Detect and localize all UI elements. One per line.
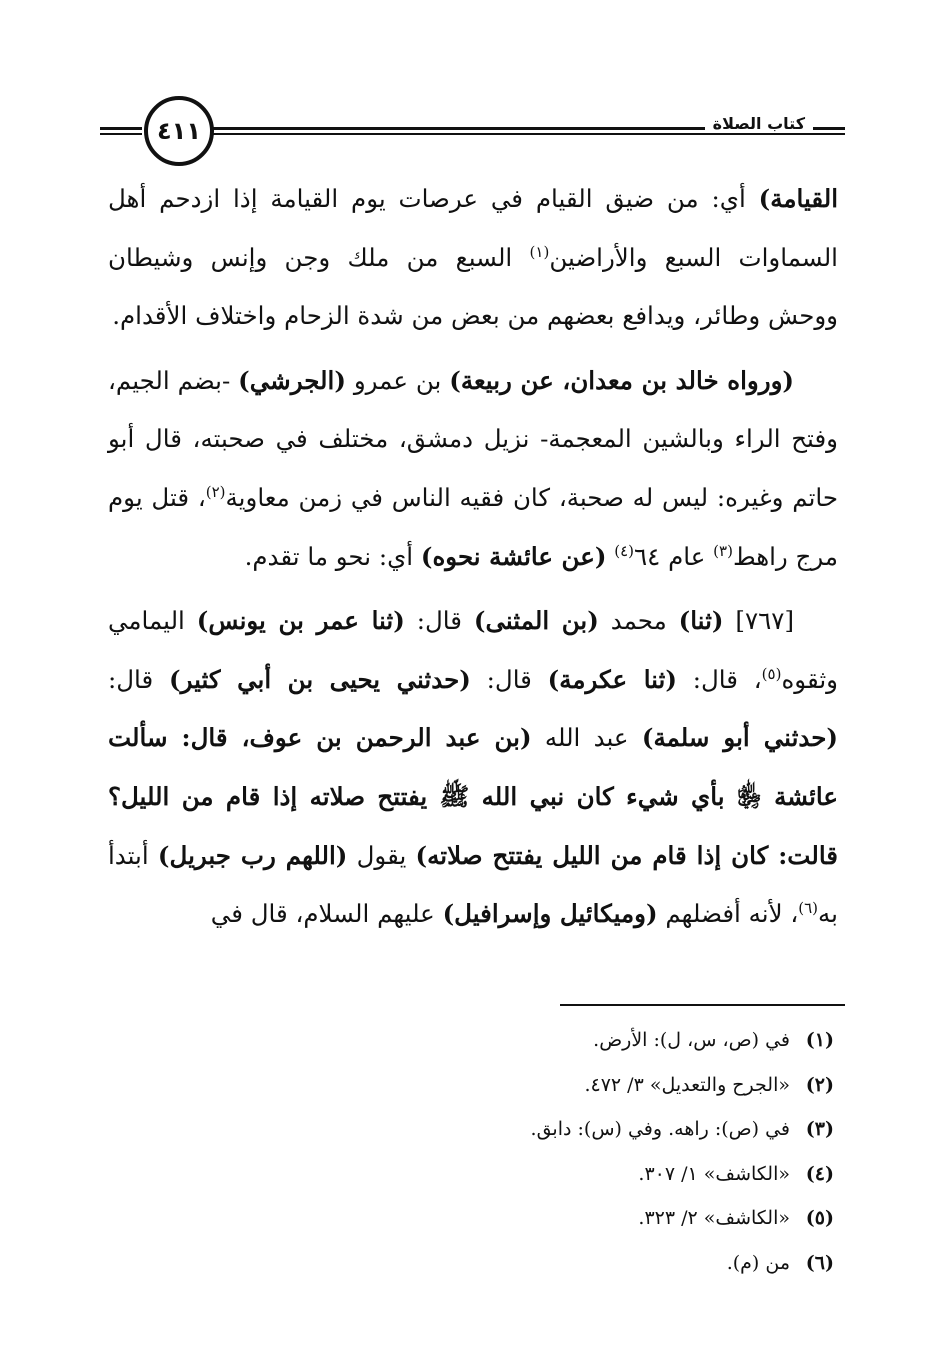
footnotes [334,1018,834,1285]
footnote-reference: (٥) [761,664,782,683]
text-run: ، لأنه أفضلهم [657,899,799,929]
bold-phrase: (عن عائشة نحوه) [420,541,607,571]
text-run: السبع من ملك وجن وإنس وشيطان ووحش وطائر، ويدافع بعضهم من بعض من شدة الزحام واختلاف الأقدام. [108,242,838,331]
main-text [108,170,838,950]
footnote [334,1152,834,1197]
footnote-reference: (٦) [798,898,819,917]
footnote-reference: (٢) [205,482,226,501]
text-run: عبد الله [531,723,642,753]
text-run: يقول [347,840,416,870]
text-run: قال: [108,664,170,694]
footnote-reference: (١) [529,242,550,261]
footnote-reference: (٣) [713,541,733,560]
bold-phrase: (ورواه خالد بن معدان، عن ربيعة) [449,365,794,395]
page-header [100,92,845,172]
footnote [334,1196,834,1241]
footnote-reference: (٤) [614,541,634,560]
footnote-text: «الكاشف» ٢/ ٣٢٣. [638,1207,790,1229]
paragraph [108,592,838,944]
bold-phrase: القيامة) [758,184,838,213]
text-run: أبتدأ به [108,840,838,929]
paragraph [108,170,838,346]
hadith-number: [٧٦٧] [723,606,795,636]
footnote-number: (٥) [805,1207,834,1229]
text-run: ، قتل يوم مرج راهط [108,482,838,571]
bold-phrase: (حدثني يحيى بن أبي كثير) [169,664,471,694]
text-run: أي: نحو ما تقدم. [244,541,421,571]
footnote-separator [560,1004,845,1006]
footnote [334,1063,834,1108]
bold-phrase: (حدثني أبو سلمة) [641,723,838,753]
bold-phrase: (بن المثنى) [473,606,599,636]
text-run: بن عمرو [345,365,450,395]
footnote [334,1107,834,1152]
text-run: قال: [470,664,548,694]
header-rule [210,133,845,135]
running-title: كتاب الصلاة [705,114,813,133]
text-run: -بضم الجيم، وفتح الراء وبالشين المعجمة- نزيل دمشق، مختلف في صحبته، قال أبو حاتم وغيره: ليس له صحبة، كان فقيه الناس في زمن معاوية [108,365,838,512]
text-run: عليهم السلام، قال في [210,899,443,929]
bold-phrase: (ثنا عكرمة) [547,664,677,694]
footnote-number: (٦) [805,1251,834,1274]
footnote-number: (٣) [805,1118,834,1140]
bold-phrase: (ثنا) [678,606,724,636]
footnote-text: من (م). [726,1251,790,1274]
bold-phrase: (بن عبد الرحمن بن عوف، قال: سألت عائشة ﵂ بأي شيء كان نبي الله ﷺ يفتتح صلاته إذا قام من الليل؟ قالت: كان إذا قام من الليل يفتتح صلاته) [108,723,838,870]
text-run: أي: من ضيق القيام في عرصات يوم القيامة إذا ازدحم أهل السماوات السبع والأراضين [108,184,838,272]
text-run: عام ٦٤ [634,541,714,571]
footnote [334,1241,834,1286]
footnote [334,1018,834,1063]
footnote-text: في (ص): راهه. وفي (س): دابق. [530,1118,790,1140]
bold-phrase: (اللهم رب جبريل) [157,840,348,870]
paragraph [108,352,838,586]
text-run: محمد [598,606,679,636]
header-rule [100,133,142,135]
footnote-text: «الكاشف» ١/ ٣٠٧. [638,1162,790,1185]
footnote-number: (٢) [805,1073,834,1096]
bold-phrase: (ثنا عمر بن يونس) [196,606,405,636]
footnote-text: في (ص، س، ل): الأرض. [593,1029,790,1051]
footnote-number: (٤) [805,1162,834,1185]
footnote-text: «الجرح والتعديل» ٣/ ٤٧٢. [584,1073,790,1096]
bold-phrase: (وميكائيل وإسرافيل) [442,899,658,929]
bold-phrase: (الجرشي) [238,365,346,395]
page-number: ٤١١ [144,96,214,166]
text-run: اليمامي وثقوه [108,606,838,694]
footnote-number: (١) [805,1029,834,1051]
text-run: ، قال: [676,664,762,694]
text-run: قال: [404,606,474,636]
header-rule [100,127,142,130]
